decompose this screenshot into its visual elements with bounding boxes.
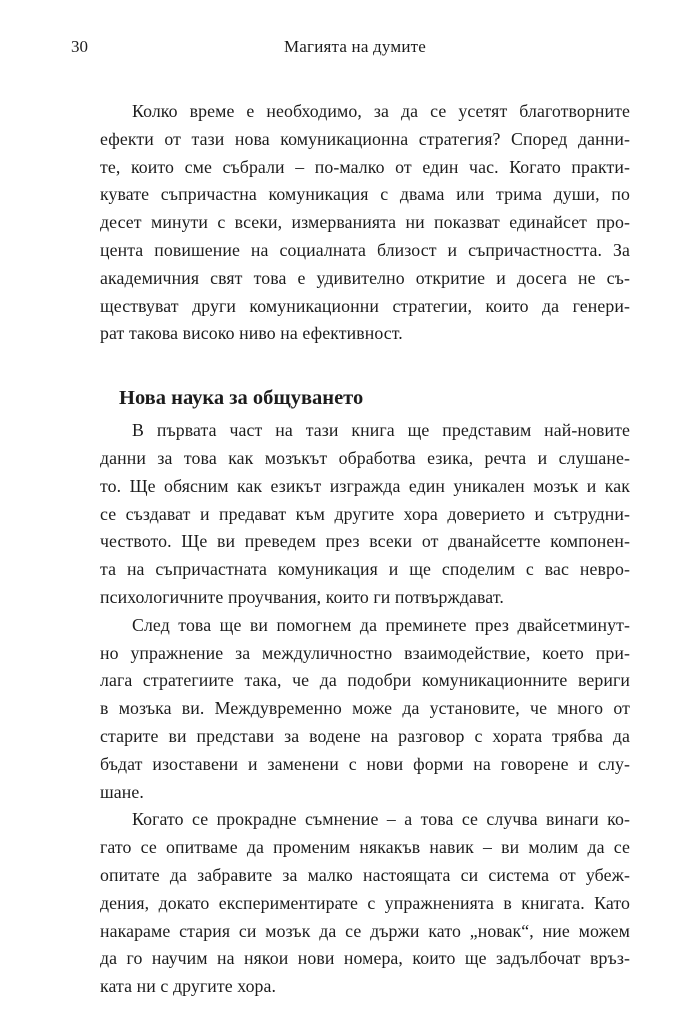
paragraph-doubt — [100, 806, 630, 1001]
text-line: те, които сме събрали – по-малко от един час. Когато практи- — [100, 156, 630, 177]
text-line: чеството. Ще ви преведем през всеки от дванайсетте компонен- — [100, 531, 630, 552]
text-line: данни за това как мозъкът обработва езика, речта и слушане- — [100, 447, 630, 468]
text-line: Колко време е необходимо, за да се усетят благотворните — [132, 101, 630, 121]
paragraph-exercise — [100, 612, 630, 807]
section-heading: Нова наука за общуването — [119, 387, 364, 410]
text-line: шане. — [100, 781, 144, 802]
text-line: лага стратегиите така, че да подобри комуникационните вериги — [100, 670, 630, 691]
text-line: След това ще ви помогнем да преминете през двайсетминут- — [132, 614, 630, 635]
text-line: В първата част на тази книга ще представим най-новите — [132, 420, 630, 441]
text-line: психологичните проучвания, които ги потвърждават. — [100, 586, 504, 607]
text-line: десет минути с всеки, измерванията ни показват единайсет про- — [100, 212, 630, 233]
text-line: ществуват други комуникационни стратегии, които да генери- — [100, 295, 630, 316]
text-line: то. Ще обясним как езикът изгражда един уникален мозък и как — [100, 475, 630, 496]
text-line: старите ви представи за водене на разговор с хората трябва да — [100, 725, 630, 746]
text-line: ката ни с другите хора. — [100, 976, 277, 997]
paragraph-intro — [100, 98, 630, 348]
text-line: накараме стария си мозък да се държи като „новак“, ние можем — [100, 920, 630, 941]
text-line: гато се опитваме да променим някакъв навик – ви молим да се — [100, 837, 630, 858]
page-header — [71, 36, 639, 58]
text-line: цента повишение на социалната близост и съпричастността. За — [100, 239, 630, 260]
text-line: в мозъка ви. Междувременно може да установите, че много от — [100, 698, 630, 719]
paragraph-book-overview — [100, 417, 630, 612]
text-line: се създават и предават към другите хора доверието и сътрудни- — [100, 503, 630, 524]
page-number: 30 — [71, 37, 88, 56]
text-line: дения, докато експериментирате с упражненията в книгата. Като — [100, 892, 630, 913]
text-line: ефекти от тази нова комуникационна стратегия? Според данни- — [100, 128, 630, 149]
text-line: академичния свят това е удивително откритие и досега не съ- — [100, 267, 630, 288]
text-line: да го научим на някои нови номера, които ще задълбочат връз- — [100, 948, 630, 969]
text-line: та на съпричастната комуникация и ще споделим с вас невро- — [100, 559, 630, 580]
running-title: Магията на думите — [283, 37, 427, 56]
text-line: Когато се прокрадне съмнение – а това се случва винаги ко- — [132, 809, 630, 830]
text-line: но упражнение за междуличностно взаимодействие, което при- — [100, 642, 630, 663]
text-line: кувате съпричастна комуникация с двама или трима души, по — [100, 184, 630, 205]
text-line: рат такова високо ниво на ефективност. — [100, 323, 403, 344]
text-line: бъдат изоставени и заменени с нови форми на говорене и слу- — [100, 753, 630, 774]
page-body — [100, 98, 630, 1001]
text-line: опитате да забравите за малко настоящата си система от убеж- — [100, 864, 630, 885]
